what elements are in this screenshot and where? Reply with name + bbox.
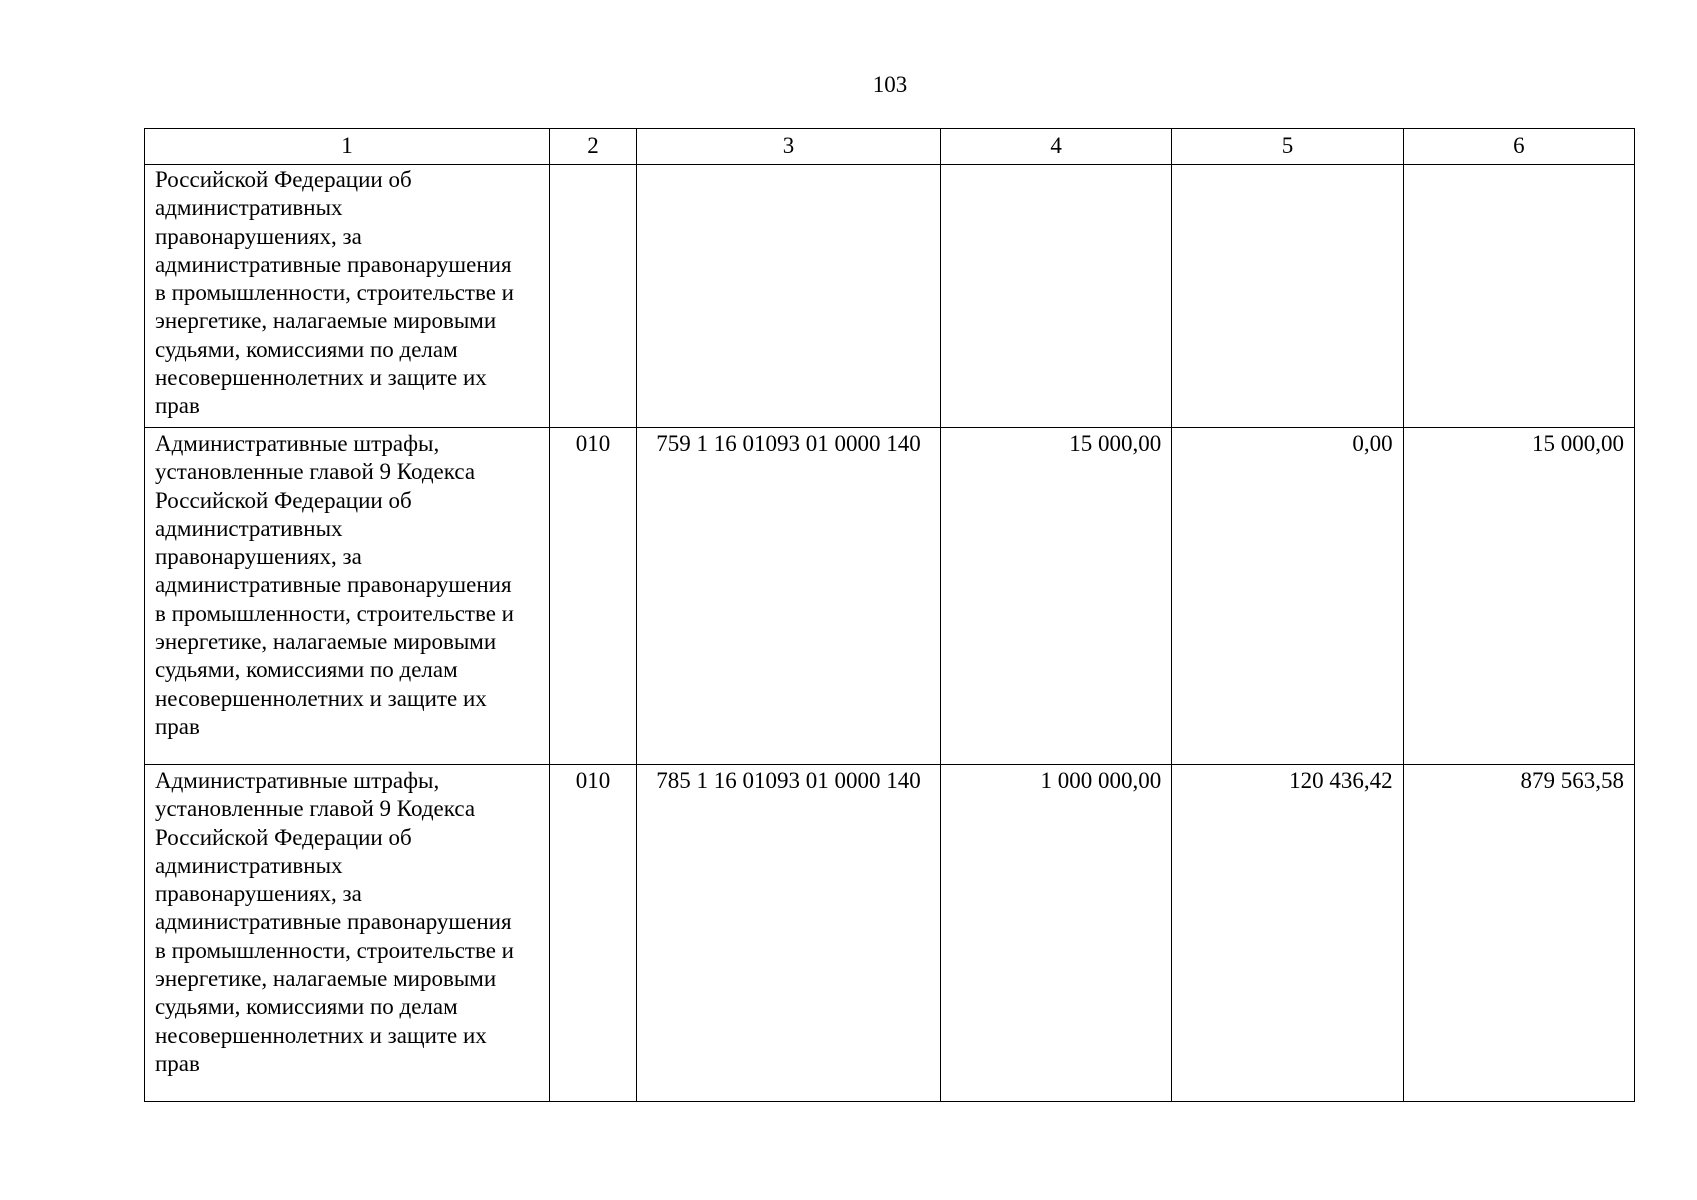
approved-cell [940, 165, 1171, 428]
income-code-cell: 759 1 16 01093 01 0000 140 [636, 428, 940, 765]
unexecuted-cell: 879 563,58 [1403, 765, 1634, 1102]
column-header-5: 5 [1172, 129, 1403, 165]
unexecuted-cell [1403, 165, 1634, 428]
row-code-cell: 010 [550, 765, 637, 1102]
column-header-3: 3 [636, 129, 940, 165]
executed-cell: 120 436,42 [1172, 765, 1403, 1102]
row-code-cell: 010 [550, 428, 637, 765]
table-row [145, 765, 1635, 1102]
column-header-2: 2 [550, 129, 637, 165]
name-text: Российской Федерации об административных правонарушениях, за административные правонарушения в промышленности, строительстве и энергетике, налагаемые мировыми судьями, комиссиями по делам несовершеннолетних и защите их прав [155, 167, 514, 419]
approved-cell: 1 000 000,00 [940, 765, 1171, 1102]
approved-cell: 15 000,00 [940, 428, 1171, 765]
name-cell [145, 428, 550, 765]
column-header-6: 6 [1403, 129, 1634, 165]
table-row [145, 428, 1635, 765]
table-row-continuation [145, 165, 1635, 428]
table-header-row [145, 129, 1635, 165]
name-text: Административные штрафы, установленные главой 9 Кодекса Российской Федерации об административных правонарушениях, за административные правонарушения в промышленности, строительстве и энергетике, налагаемые мировыми судьями, комиссиями по делам несовершеннолетних и защите их прав [155, 768, 514, 1076]
income-code-cell [636, 165, 940, 428]
executed-cell: 0,00 [1172, 428, 1403, 765]
name-text: Административные штрафы, установленные главой 9 Кодекса Российской Федерации об административных правонарушениях, за административные правонарушения в промышленности, строительстве и энергетике, налагаемые мировыми судьями, комиссиями по делам несовершеннолетних и защите их прав [155, 431, 514, 739]
report-table [144, 128, 1635, 1102]
name-cell [145, 165, 550, 428]
column-header-4: 4 [940, 129, 1171, 165]
name-cell [145, 765, 550, 1102]
column-header-1: 1 [145, 129, 550, 165]
page-number: 103 [872, 72, 908, 97]
unexecuted-cell: 15 000,00 [1403, 428, 1634, 765]
executed-cell [1172, 165, 1403, 428]
income-code-cell: 785 1 16 01093 01 0000 140 [636, 765, 940, 1102]
row-code-cell [550, 165, 637, 428]
